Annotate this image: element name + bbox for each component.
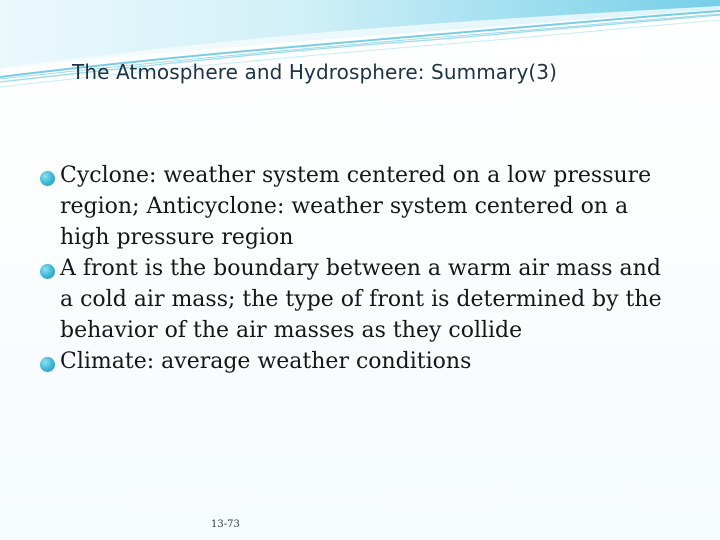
bullet-text-cyclone: Cyclone: weather system centered on a low pressure region; Anticyclone: weather system centered on a high pressure region xyxy=(60,163,652,250)
bullet-item-cyclone xyxy=(40,160,680,253)
bullet-dot-icon xyxy=(40,171,55,186)
bullet-text-climate: Climate: average weather conditions xyxy=(60,349,472,374)
slide-footer-code: 13-73 xyxy=(211,519,240,530)
slide-title: The Atmosphere and Hydrosphere: Summary(3) xyxy=(72,60,558,84)
bullet-list xyxy=(40,160,680,377)
bullet-item-climate xyxy=(40,346,680,377)
bullet-text-front: A front is the boundary between a warm air mass and a cold air mass; the type of front is determined by the behavior of the air masses as they collide xyxy=(60,256,662,343)
bullet-dot-icon xyxy=(40,357,55,372)
bullet-dot-icon xyxy=(40,264,55,279)
bullet-item-front xyxy=(40,253,680,346)
